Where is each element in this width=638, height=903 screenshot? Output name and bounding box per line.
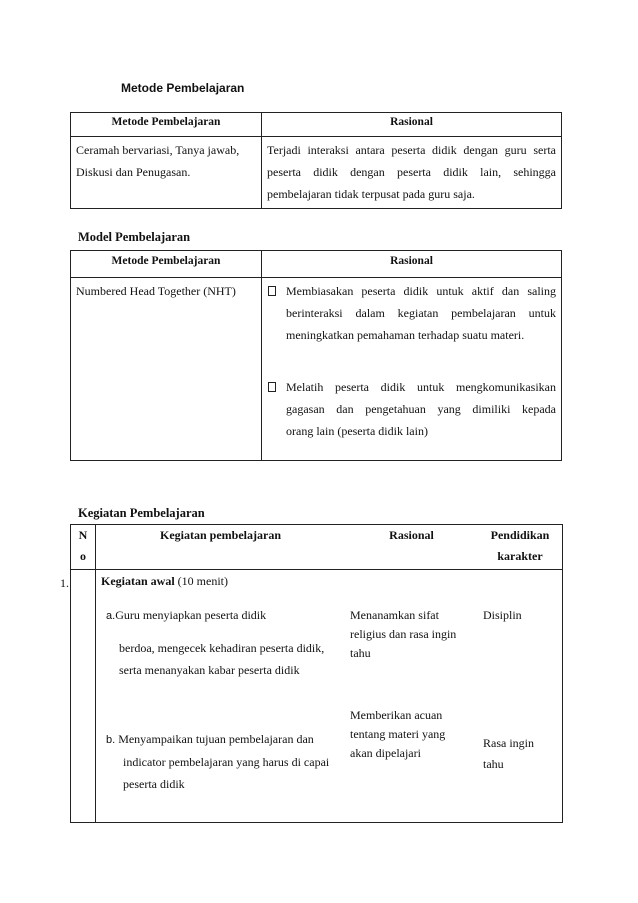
bullet-box-icon [268,382,276,392]
header-cell [71,113,262,137]
rasional-line: akan dipelajari [350,746,421,760]
kegiatan-body-cell [96,570,563,823]
model-table [70,250,562,461]
item-line: serta menanyakan kabar peserta didik [119,663,300,677]
col-header-rasional: Rasional [390,255,433,267]
rationale-cell [262,278,562,461]
col-header-karakter: karakter [497,549,543,563]
bullet-item [268,280,556,346]
model-cell [71,278,262,461]
rationale-line: peserta didik dengan peserta didik lain, sehingga [267,165,556,179]
item-line: indicator pembelajaran yang harus di capai [123,755,330,769]
kegiatan-table [70,524,563,823]
header-cell [262,113,562,137]
rasional-line: religius dan rasa ingin [350,627,457,641]
bullet-line: berinteraksi dalam kegiatan pembelajaran untuk [286,306,556,320]
bullet-line: Melatih peserta didik untuk mengkomunikasikan [286,380,556,394]
rationale-cell [262,137,562,209]
bullet-line: orang lain (peserta didik lain) [286,424,428,438]
col-header-metode: Metode Pembelajaran [111,116,221,128]
kegiatan-awal-title: Kegiatan awal [101,574,175,588]
method-line: Ceramah bervariasi, Tanya jawab, [76,143,240,157]
bullet-item [268,376,556,442]
col-header-metode: Metode Pembelajaran [111,255,221,267]
col-header-rasional: Rasional [390,116,433,128]
col-header-pendidikan: Pendidikan [490,528,550,542]
kegiatan-awal-heading [101,570,228,592]
header-cell [71,251,262,278]
header-cell-karakter [478,525,563,570]
rasional-line: Menanamkan sifat [350,608,439,622]
karakter-line: tahu [483,757,504,771]
header-cell-no [71,525,96,570]
karakter-line: Rasa ingin [483,736,534,750]
item-line: Menyampaikan tujuan pembelajaran dan [118,732,314,746]
header-cell-kegiatan [96,525,346,570]
karakter-a: Disiplin [483,608,522,622]
method-line: Diskusi dan Penugasan. [76,165,191,179]
rasional-a [350,606,456,663]
item-line: Guru menyiapkan peserta didik [115,608,267,622]
rationale-line: pembelajaran tidak terpusat pada guru saja. [267,187,475,201]
bullet-line: gagasan dan pengetahuan yang dimiliki kepada [286,402,556,416]
row-number: 1. [60,576,69,590]
section-heading-model: Model Pembelajaran [78,230,191,244]
section-heading-kegiatan: Kegiatan Pembelajaran [78,506,205,520]
col-header-no: o [80,549,86,563]
col-header-kegiatan: Kegiatan pembelajaran [160,528,281,542]
header-cell [262,251,562,278]
rationale-line: Terjadi interaksi antara peserta didik dengan guru serta [267,143,556,157]
bullet-line: Membiasakan peserta didik untuk aktif dan saling [286,284,556,298]
item-line: peserta didik [123,777,185,791]
no-cell [71,570,96,823]
bullet-line: meningkatkan pemahaman terhadap suatu materi. [286,328,525,342]
activity-item-b [106,728,346,795]
bullet-box-icon [268,286,276,296]
item-marker: b. [106,734,116,746]
col-header-rasional: Rasional [389,528,434,542]
rasional-line: Memberikan acuan [350,708,443,722]
metode-table [70,112,562,209]
method-cell [71,137,262,209]
rasional-line: tahu [350,646,371,660]
rasional-b [350,706,445,763]
kegiatan-awal-time: (10 menit) [177,574,228,588]
rasional-line: tentang materi yang [350,727,446,741]
item-marker: a. [106,610,116,622]
item-line: berdoa, mengecek kehadiran peserta didik, [119,641,325,655]
col-header-no: N [78,528,88,542]
karakter-b [483,733,534,775]
activity-item-a [106,604,346,681]
model-name: Numbered Head Together (NHT) [76,284,236,298]
section-heading-metode: Metode Pembelajaran [121,81,245,95]
header-cell-rasional [345,525,478,570]
